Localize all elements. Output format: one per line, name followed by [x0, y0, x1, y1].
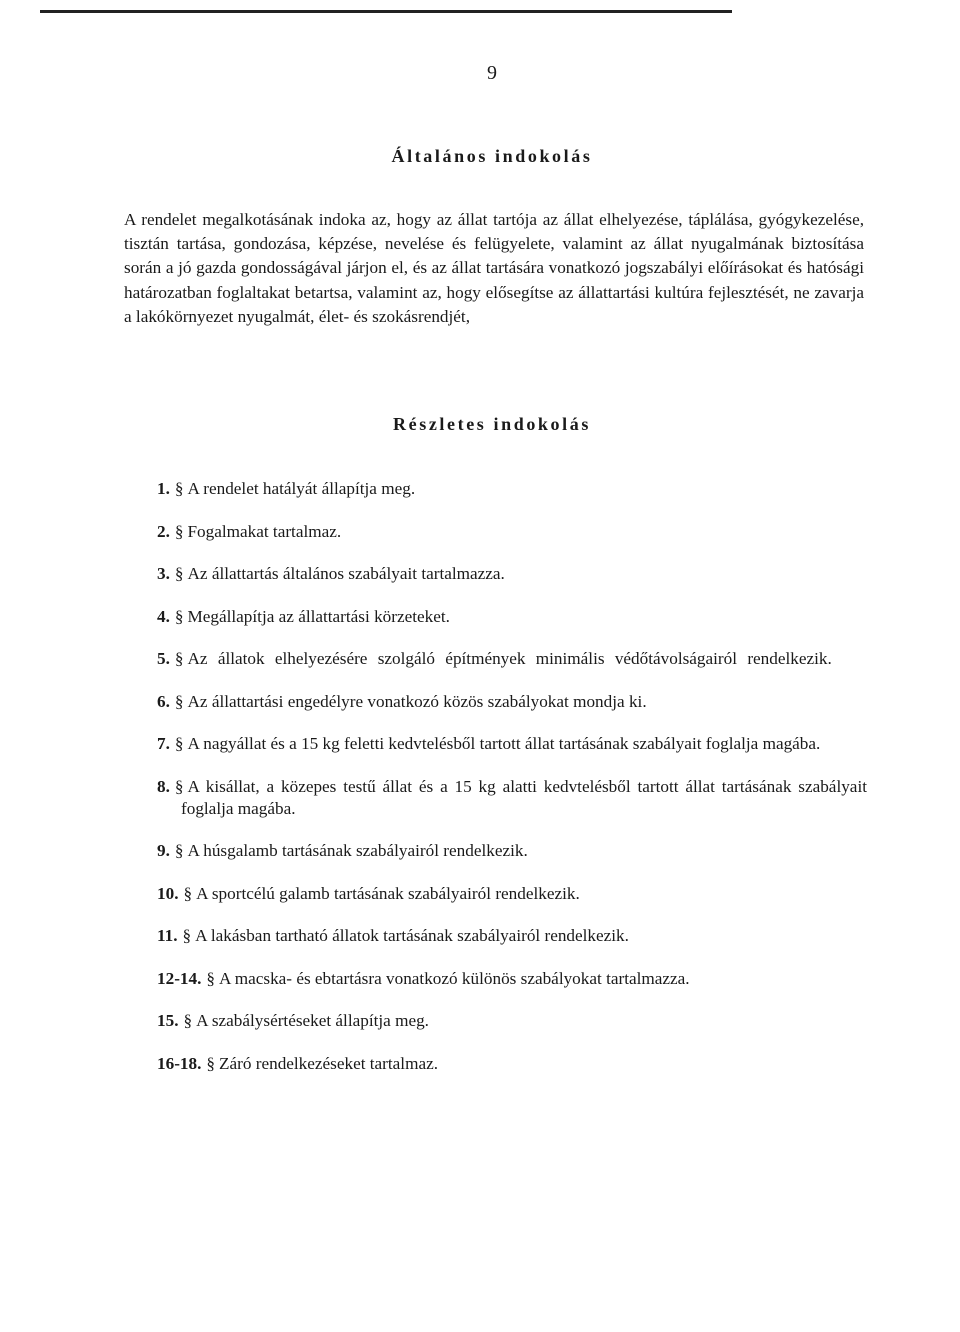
section-description: Az állattartás általános szabályait tartalmazza.: [187, 564, 505, 583]
section-number: 4.: [157, 606, 170, 626]
section-number: 2.: [157, 521, 170, 541]
section-symbol: §: [174, 521, 184, 541]
section-item-9: [157, 840, 867, 862]
detailed-reasoning-heading: Részletes indokolás: [393, 414, 591, 434]
section-description: A nagyállat és a 15 kg feletti kedvtelésből tartott állat tartásának szabályait foglalja magába.: [187, 734, 821, 753]
general-reasoning-text: A rendelet megalkotásának indoka az, hogy az állat tartója az állat elhelyezése, táplálása, gyógykezelése, tisztán tartása, gondozása, képzése, nevelése és felügyelete, valamint az állat nyugalmának biztosítása során a jó gazda gondosságával járjon el, és az állat tartására vonatkozó jogszabályi előírásokat és hatósági határozatban foglaltakat betartsa, valamint az, hogy elősegítse az állattartási kultúra fejlesztését, ne zavarja a lakókörnyezet nyugalmát, élet- és szokásrendjét,: [124, 210, 864, 326]
section-symbol: §: [174, 649, 184, 668]
section-description: A lakásban tartható állatok tartásának szabályairól rendelkezik.: [195, 926, 629, 945]
section-item-16-18: [157, 1053, 867, 1075]
section-number: 16-18.: [157, 1053, 202, 1073]
section-number: 7.: [157, 734, 170, 753]
top-border-line: [40, 10, 732, 13]
section-item-5: [157, 648, 867, 670]
section-description: Záró rendelkezéseket tartalmaz.: [219, 1053, 439, 1073]
section-item-12-14: [157, 968, 867, 990]
section-symbol: §: [174, 841, 184, 860]
section-description: A kisállat, a közepes testű állat és a 15 kg alatti kedvtelésből tartott állat tartásának szabályait foglalja magába.: [181, 776, 867, 818]
section-description: A rendelet hatályát állapítja meg.: [187, 479, 416, 498]
section-description: A szabálysértéseket állapítja meg.: [196, 1011, 429, 1030]
section-number: 10.: [157, 883, 179, 903]
section-description: A sportcélú galamb tartásának szabályairól rendelkezik.: [196, 883, 580, 903]
section-description: Az állatok elhelyezésére szolgáló építmények minimális védőtávolságairól rendelkezik.: [187, 649, 832, 668]
section-description: Fogalmakat tartalmaz.: [187, 521, 342, 541]
general-reasoning-heading: Általános indokolás: [391, 146, 593, 166]
section-item-1: [157, 478, 867, 500]
section-number: 12-14.: [157, 968, 202, 988]
section-number: 3.: [157, 564, 170, 583]
section-description: Megállapítja az állattartási körzeteket.: [187, 606, 450, 626]
section-number: 15.: [157, 1011, 179, 1030]
section-list: [157, 478, 867, 1095]
section-item-3: [157, 563, 867, 585]
section-description: A macska- és ebtartásra vonatkozó különös szabályokat tartalmazza.: [219, 968, 690, 988]
section-item-4: [157, 606, 867, 628]
section-symbol: §: [206, 1053, 215, 1073]
section-description: Az állattartási engedélyre vonatkozó közös szabályokat mondja ki.: [187, 691, 647, 711]
section-number: 8.: [157, 776, 170, 796]
section-item-10: [157, 883, 867, 905]
section-symbol: §: [183, 883, 193, 903]
section-symbol: §: [182, 926, 192, 945]
section-symbol: §: [206, 968, 215, 988]
section-symbol: §: [174, 479, 184, 498]
section-symbol: §: [174, 691, 184, 711]
section-item-7: [157, 733, 867, 755]
section-item-15: [157, 1010, 867, 1032]
section-number: 5.: [157, 649, 170, 668]
section-symbol: §: [174, 606, 184, 626]
section-item-8: [157, 776, 867, 820]
section-item-11: [157, 925, 867, 947]
section-number: 9.: [157, 841, 170, 860]
section-symbol: §: [174, 564, 184, 583]
section-description: A húsgalamb tartásának szabályairól rendelkezik.: [187, 841, 528, 860]
section-symbol: §: [174, 734, 184, 753]
section-number: 11.: [157, 926, 178, 945]
page-number: 9: [487, 62, 497, 84]
section-item-6: [157, 691, 867, 713]
section-number: 6.: [157, 691, 170, 711]
section-symbol: §: [174, 776, 184, 796]
section-item-2: [157, 521, 867, 543]
section-number: 1.: [157, 479, 170, 498]
section-symbol: §: [183, 1011, 193, 1030]
